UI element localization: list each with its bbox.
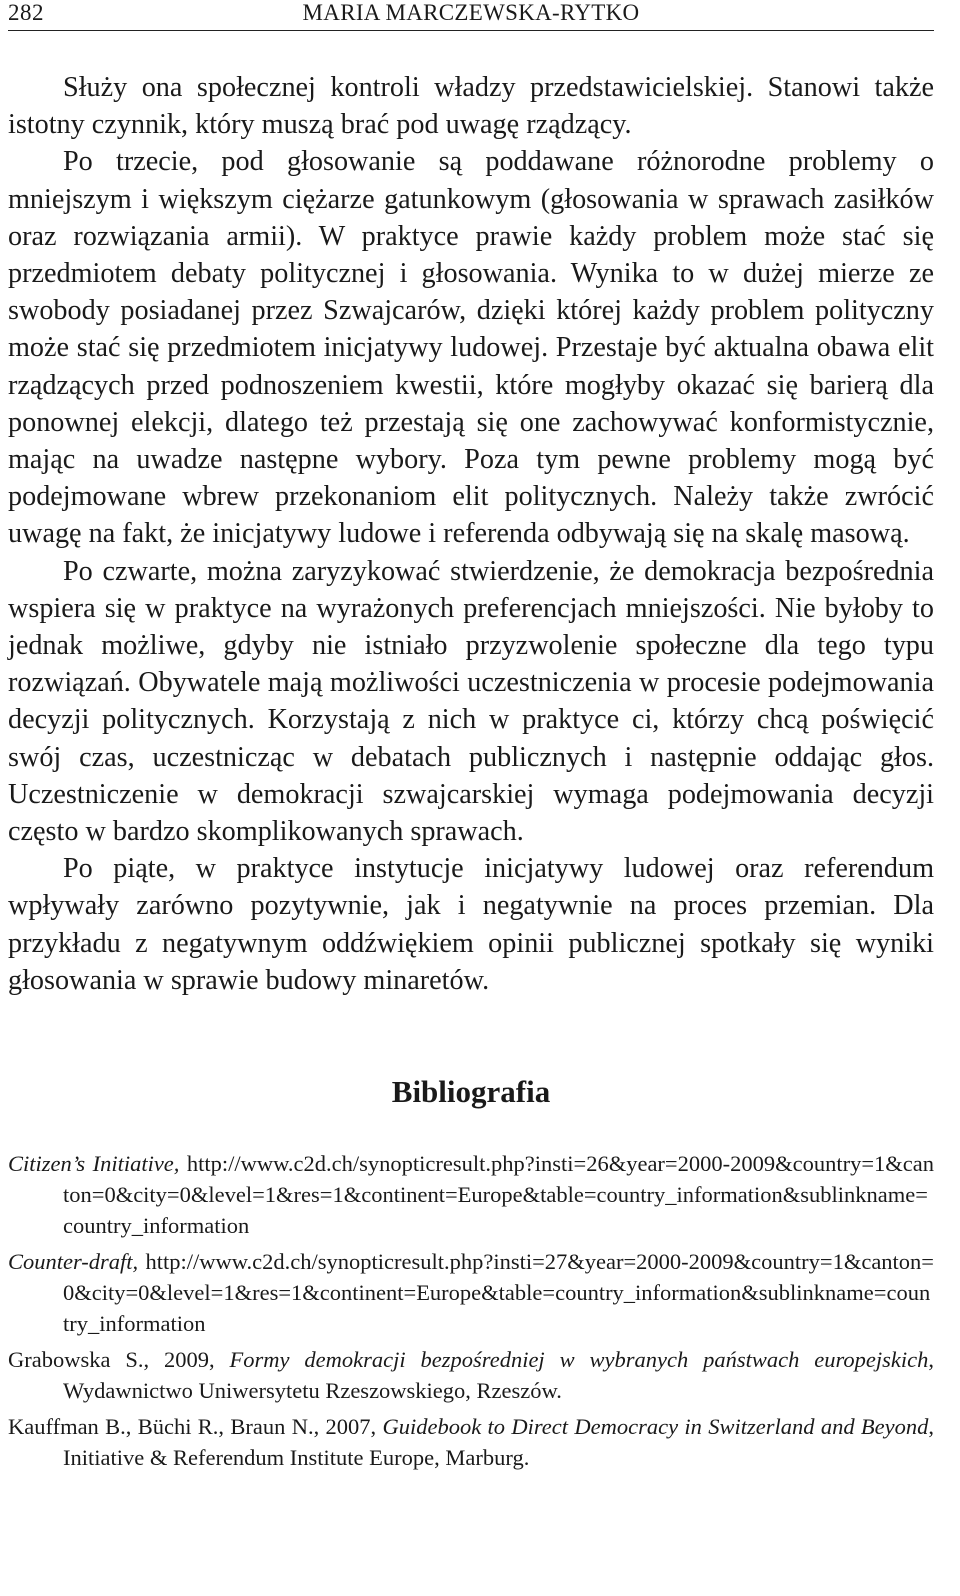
paragraph: Po piąte, w praktyce instytucje inicjatywy ludowej oraz referendum wpływały zarówno pozytywnie, jak i negatywnie na proces przemian. Dla przykładu z negatywnym oddźwiękiem opinii publicznej spotkały się wyniki głosowania w sprawie budowy minaretów.: [8, 853, 934, 996]
running-title: MARIA MARCZEWSKA-RYTKO: [302, 0, 640, 25]
entry-publisher: , Wydawnictwo Uniwersytetu Rzeszowskiego, Rzeszów.: [63, 1347, 934, 1404]
entry-publisher: , Initiative & Referendum Institute Europe, Marburg.: [63, 1414, 934, 1471]
entry-url: http://www.c2d.ch/synopticresult.php?insti=26&year=2000-2009&country=1&canton=0&city=0&level=1&res=1&continent=Europe&table=country_information&sublinkname=country_information: [63, 1151, 934, 1239]
body-text: [8, 69, 934, 999]
paragraph: Po trzecie, pod głosowanie są poddawane różnorodne problemy o mniejszym i większym ciężarze gatunkowym (głosowania w sprawach zasiłków oraz rozwiązania armii). W praktyce prawie każdy problem może stać się przedmiotem debaty politycznej i głosowania. Wynika to w dużej mierze ze swobody posiadanej przez Szwajcarów, dzięki której każdy problem polityczny może stać się przedmiotem inicjatywy ludowej. Przestaje być aktualna obawa elit rządzących przed podnoszeniem kwestii, które mogłyby okazać się barierą dla ponownej elekcji, dlatego też przestają się one zachowywać konformistycznie, mając na uwadze następne wybory. Poza tym pewne problemy mogą być podejmowane wbrew przekonaniom elit politycznych. Należy także zwrócić uwagę na fakt, że inicjatywy ludowe i referenda odbywają się na skalę masową.: [8, 146, 934, 550]
entry-title: Guidebook to Direct Democracy in Switzerland and Beyond: [382, 1414, 929, 1440]
document-page: [8, 0, 934, 1478]
entry-title: Counter-draft,: [8, 1249, 139, 1275]
bibliography-entry: [8, 1246, 934, 1339]
entry-author: Kauffman B., Büchi R., Braun N., 2007,: [8, 1414, 383, 1440]
bibliography-entry: [8, 1411, 934, 1473]
bibliography-heading: Bibliografia: [391, 1074, 551, 1110]
paragraph: Służy ona społecznej kontroli władzy przedstawicielskiej. Stanowi także istotny czynnik, który muszą brać pod uwagę rządzący.: [8, 72, 934, 141]
paragraph: Po czwarte, można zaryzykować stwierdzenie, że demokracja bezpośrednia wspiera się w praktyce na wyrażonych preferencjach mniejszości. Nie byłoby to jednak możliwe, gdyby nie istniało przyzwolenie społeczne dla tego typu rozwiązań. Obywatele mają możliwości uczestniczenia w procesie podejmowania decyzji politycznych. Korzystają z nich w praktyce ci, którzy chcą poświęcić swój czas, uczestnicząc w debatach publicznych i następnie oddając głos. Uczestniczenie w demokracji szwajcarskiej wymaga podejmowania decyzji często w bardzo skomplikowanych sprawach.: [8, 555, 934, 848]
entry-url: http://www.c2d.ch/synopticresult.php?insti=27&year=2000-2009&country=1&canton=0&city=0&level=1&res=1&continent=Europe&table=country_information&sublinkname=country_information: [63, 1249, 934, 1337]
entry-author: Grabowska S., 2009,: [8, 1347, 230, 1373]
entry-title: Citizen’s Initiative,: [8, 1151, 180, 1177]
entry-title: Formy demokracji bezpośredniej w wybranych państwach europejskich: [229, 1347, 929, 1373]
bibliography-entry: [8, 1148, 934, 1241]
bibliography-list: [8, 1148, 934, 1473]
bibliography-entry: [8, 1344, 934, 1406]
page-number: 282: [8, 0, 44, 25]
running-header: [8, 0, 934, 31]
